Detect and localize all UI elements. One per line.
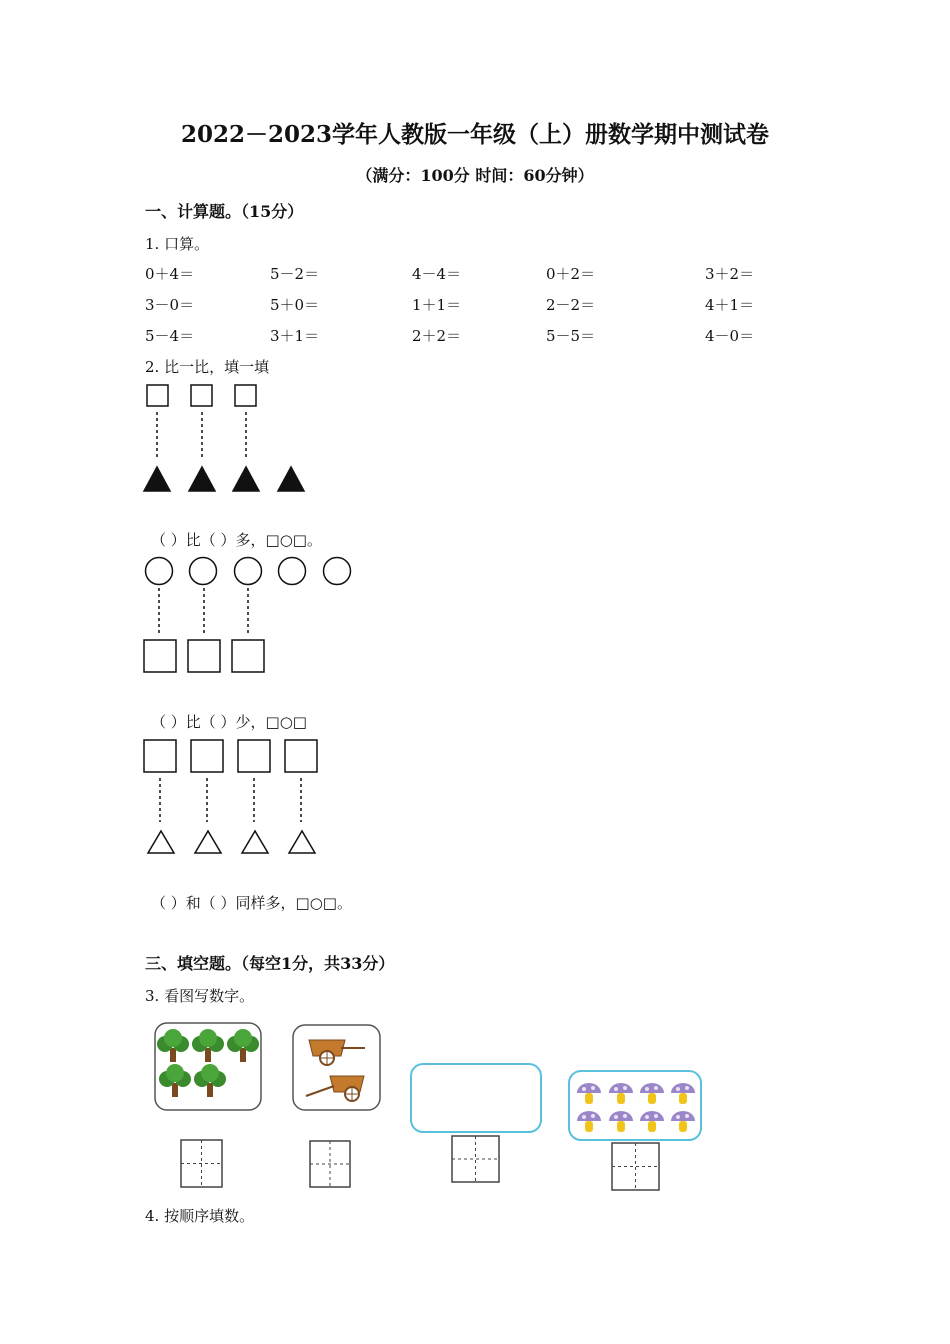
triangle-outline-shape	[242, 831, 268, 853]
answer-box	[612, 1143, 659, 1190]
picture-carts	[293, 1025, 380, 1110]
answer-box	[181, 1140, 222, 1187]
triangle-outline-shape	[289, 831, 315, 853]
calc-item: 5＋0＝	[270, 296, 320, 314]
calc-item: 4－0＝	[705, 327, 755, 345]
square-shape	[285, 740, 317, 772]
compare-group-a	[144, 385, 304, 491]
square-shape	[147, 385, 168, 406]
circle-shape	[235, 558, 262, 585]
picture-trees	[155, 1023, 261, 1110]
triangle-outline-shape	[195, 831, 221, 853]
triangle-filled-shape	[233, 467, 259, 491]
compare-group-c	[144, 740, 317, 853]
calc-item: 5－2＝	[270, 265, 320, 283]
page-title: 2022－2023学年人教版一年级（上）册数学期中测试卷	[180, 121, 770, 148]
calc-item: 4－4＝	[412, 265, 462, 283]
picture-mushrooms	[569, 1071, 701, 1140]
circle-shape	[324, 558, 351, 585]
question-2-label: 2. 比一比，填一填	[145, 358, 270, 376]
circle-shape	[190, 558, 217, 585]
triangle-filled-shape	[189, 467, 215, 491]
picture-empty-frame	[411, 1064, 541, 1132]
square-shape	[191, 740, 223, 772]
square-shape	[188, 640, 220, 672]
calc-item: 2＋2＝	[412, 327, 462, 345]
square-shape	[232, 640, 264, 672]
triangle-filled-shape	[144, 467, 170, 491]
answer-box	[452, 1136, 499, 1182]
section-3-heading: 三、填空题。（每空1分，共33分）	[145, 954, 395, 973]
page-subtitle: （满分：100分 时间：60分钟）	[356, 166, 594, 185]
compare-sentence-2: （ ）比（ ）少，□○□	[151, 713, 307, 731]
calc-item: 4＋1＝	[705, 296, 755, 314]
compare-group-b	[144, 558, 351, 673]
question-1-label: 1. 口算。	[145, 235, 210, 253]
section-1-heading: 一、计算题。（15分）	[145, 202, 304, 221]
circle-shape	[279, 558, 306, 585]
square-shape	[238, 740, 270, 772]
triangle-filled-shape	[278, 467, 304, 491]
calc-item: 5－5＝	[546, 327, 596, 345]
compare-sentence-3: （ ）和（ ）同样多，□○□。	[151, 894, 352, 912]
calc-item: 1＋1＝	[412, 296, 462, 314]
compare-sentence-1: （ ）比（ ）多，□○□。	[151, 531, 322, 549]
answer-box	[310, 1141, 350, 1187]
calc-item: 0＋2＝	[546, 265, 596, 283]
calc-item: 3＋1＝	[270, 327, 320, 345]
calc-item: 3＋2＝	[705, 265, 755, 283]
square-shape	[144, 740, 176, 772]
question-4-label: 4. 按顺序填数。	[145, 1207, 255, 1225]
calc-item: 5－4＝	[145, 327, 195, 345]
triangle-outline-shape	[148, 831, 174, 853]
circle-shape	[146, 558, 173, 585]
square-shape	[144, 640, 176, 672]
calc-item: 3－0＝	[145, 296, 195, 314]
question-3-label: 3. 看图写数字。	[145, 987, 255, 1005]
square-shape	[191, 385, 212, 406]
square-shape	[235, 385, 256, 406]
calc-item: 2－2＝	[546, 296, 596, 314]
calc-item: 0＋4＝	[145, 265, 195, 283]
